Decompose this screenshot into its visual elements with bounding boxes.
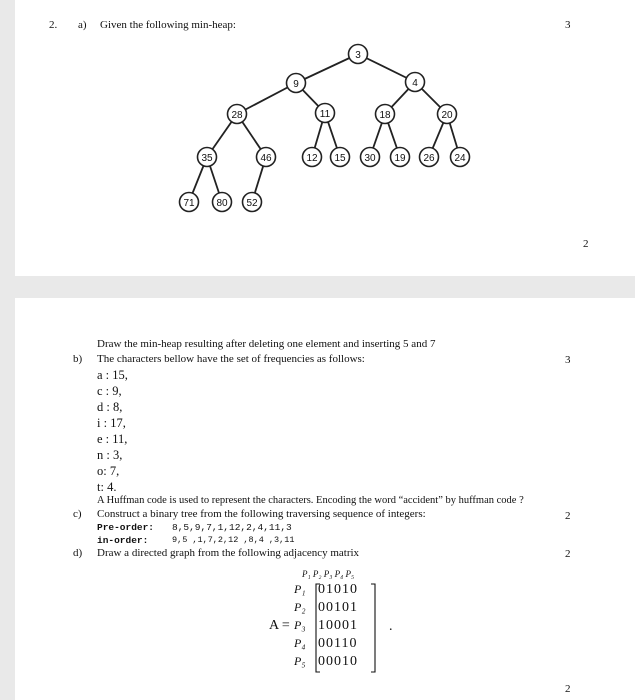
frequency-item: d : 8,: [97, 400, 123, 414]
part-a-label: a): [78, 19, 87, 31]
matrix-lhs: A =: [269, 618, 290, 633]
frequency-item: o: 7,: [97, 464, 120, 478]
heap-node-label: 11: [319, 109, 331, 120]
page-2-footer-number: 2: [565, 683, 571, 695]
heap-node-label: 12: [306, 153, 318, 164]
matrix-row-label: P₃: [294, 618, 306, 632]
heap-node-label: 18: [379, 110, 391, 121]
heap-node-label: 46: [260, 153, 272, 164]
heap-node-label: 28: [231, 110, 243, 121]
part-a-task: Draw the min-heap resulting after deleting one element and inserting 5 and 7: [97, 338, 436, 350]
frequency-item: c : 9,: [97, 384, 122, 398]
question-number: 2.: [49, 19, 58, 31]
part-d-marks: 2: [565, 548, 571, 560]
in-order-label: in-order:: [97, 535, 149, 546]
frequency-item: e : 11,: [97, 432, 128, 446]
heap-node-label: 35: [201, 153, 213, 164]
matrix-row-bits: 10001: [318, 618, 358, 633]
heap-node-label: 30: [364, 153, 376, 164]
part-c-label: c): [73, 508, 82, 520]
part-a-marks: 3: [565, 19, 571, 31]
part-b-label: b): [73, 353, 83, 365]
part-d-label: d): [73, 547, 83, 559]
heap-node-label: 3: [355, 50, 361, 61]
part-b-marks: 3: [565, 354, 571, 366]
in-order-values: 9,5 ,1,7,2,12 ,8,4 ,3,11: [172, 535, 295, 545]
matrix-row-label: P₂: [294, 600, 306, 614]
matrix-row-label: P₅: [294, 654, 306, 668]
part-b-text: The characters bellow have the set of frequencies as follows:: [97, 353, 365, 365]
matrix-row-label: P₁: [294, 582, 306, 596]
huffman-question: A Huffman code is used to represent the characters. Encoding the word “accident” by huffman code ?: [97, 495, 524, 506]
page-1-footer-number: 2: [583, 238, 589, 250]
matrix-row-label: P₄: [294, 636, 306, 650]
pre-order-label: Pre-order:: [97, 522, 155, 533]
part-a-text: Given the following min-heap:: [100, 19, 236, 31]
heap-node-label: 71: [183, 198, 195, 209]
part-c-text: Construct a binary tree from the following traversing sequence of integers:: [97, 508, 426, 520]
part-d-text: Draw a directed graph from the following adjacency matrix: [97, 547, 360, 559]
part-c-marks: 2: [565, 510, 571, 522]
matrix-row-bits: 00101: [318, 600, 358, 615]
matrix-row-bits: 00110: [318, 636, 358, 651]
frequency-item: i : 17,: [97, 416, 126, 430]
heap-node-label: 20: [441, 110, 453, 121]
frequency-item: n : 3,: [97, 448, 123, 462]
heap-node-label: 80: [216, 198, 228, 209]
heap-node-label: 19: [394, 153, 406, 164]
pre-order-values: 8,5,9,7,1,12,2,4,11,3: [172, 522, 292, 533]
heap-node-label: 4: [412, 78, 418, 89]
page-2: [15, 298, 635, 700]
matrix-row-bits: 01010: [318, 582, 358, 597]
page-1: [15, 0, 635, 276]
heap-node-label: 26: [423, 153, 435, 164]
frequency-item: a : 15,: [97, 368, 128, 382]
matrix-trailing-dot: .: [389, 619, 393, 634]
matrix-row-bits: 00010: [318, 654, 358, 669]
heap-node-label: 24: [454, 153, 466, 164]
matrix-column-header: P₁ P₂ P₃ P₄ P₅: [302, 569, 355, 579]
heap-node-label: 15: [334, 153, 346, 164]
heap-node-label: 52: [246, 198, 258, 209]
heap-node-label: 9: [293, 79, 299, 90]
frequency-item: t: 4.: [97, 480, 117, 494]
min-heap-diagram: [15, 0, 635, 276]
